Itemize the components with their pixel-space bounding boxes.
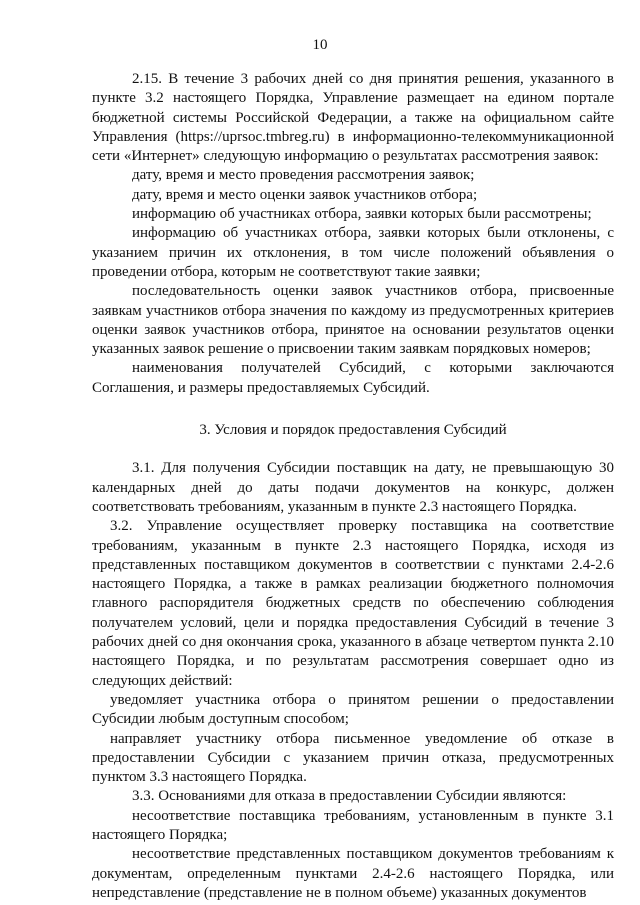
list-item-notify: уведомляет участника отбора о принятом решении о предоставлении Субсидии любым доступным способом; — [92, 691, 614, 728]
list-item-refusal: направляет участнику отбора письменное уведомление об отказе в предоставлении Субсидии с указанием причин отказа, предусмотренных пунктом 3.3 настоящего Порядка. — [92, 730, 614, 786]
list-item-noncompliance-documents: несоответствие представленных поставщиком документов требованиям к документам, определенным пунктами 2.4-2.6 настоящего Порядка, или непредставление (представление не в полном объеме) указанных документов — [92, 846, 614, 901]
list-item-evaluation-date: дату, время и место оценки заявок участников отбора; — [132, 186, 478, 203]
page-number: 10 — [312, 37, 328, 53]
paragraph-3-1: 3.1. Для получения Субсидии поставщик на дату, не превышающую 30 календарных дней до даты подачи документов на конкурс, должен соответствовать требованиям, указанным в пункте 2.3 настоящего Порядка. — [92, 460, 614, 515]
list-item-noncompliance-supplier: несоответствие поставщика требованиям, установленным в пункте 3.1 настоящего Порядка; — [92, 807, 614, 843]
paragraph-3-2: 3.2. Управление осуществляет проверку поставщика на соответствие требованиям, указанным в пункте 2.3 настоящего Порядка, исходя из представленных поставщиком документов в соответствии с пунктами 2.4-2.6 настоящего Порядка, а также в рамках реализации бюджетного полномочия главного распорядителя бюджетных средств по обеспечению соблюдения получателем условий, цели и порядка предоставления Субсидий в течение 3 рабочих дней со дня окончания срока, указанного в абзаце четвертом пункта 2.10 настоящего Порядка, и по результатам рассмотрения совершает одно из следующих действий: — [92, 518, 614, 689]
document-body — [92, 70, 614, 903]
list-item-recipients: наименования получателей Субсидий, с которыми заключаются Соглашения, и размеры предоставляемых Субсидий. — [92, 360, 614, 396]
paragraph-2-15: 2.15. В течение 3 рабочих дней со дня принятия решения, указанного в пункте 3.2 настоящего Порядка, Управление размещает на едином портале бюджетной системы Российской Федерации, а также на официальном сайте Управления (https://uprsoc.tmbreg.ru) в информационно-телекоммуникационной сети «Интернет» следующую информацию о результатах рассмотрения заявок: — [92, 71, 614, 165]
section-heading: 3. Условия и порядок предоставления Субсидий — [199, 422, 507, 439]
list-item-review-date: дату, время и место проведения рассмотрения заявок; — [132, 167, 475, 184]
list-item-reviewed-participants: информацию об участниках отбора, заявки которых были рассмотрены; — [132, 206, 592, 223]
list-item-evaluation-sequence: последовательность оценки заявок участников отбора, присвоенные заявкам участников отбора значения по каждому из предусмотренных критериев оценки заявок участников отбора, принятое на основании результатов оценки указанных заявок решение о присвоении таким заявкам порядковых номеров; — [92, 283, 614, 358]
paragraph-3-3: 3.3. Основаниями для отказа в предоставлении Субсидии являются: — [132, 788, 567, 805]
list-item-rejected-participants: информацию об участниках отбора, заявки которых были отклонены, с указанием причин их отклонения, в том числе положений объявления о проведении отбора, которым не соответствуют такие заявки; — [92, 225, 614, 280]
